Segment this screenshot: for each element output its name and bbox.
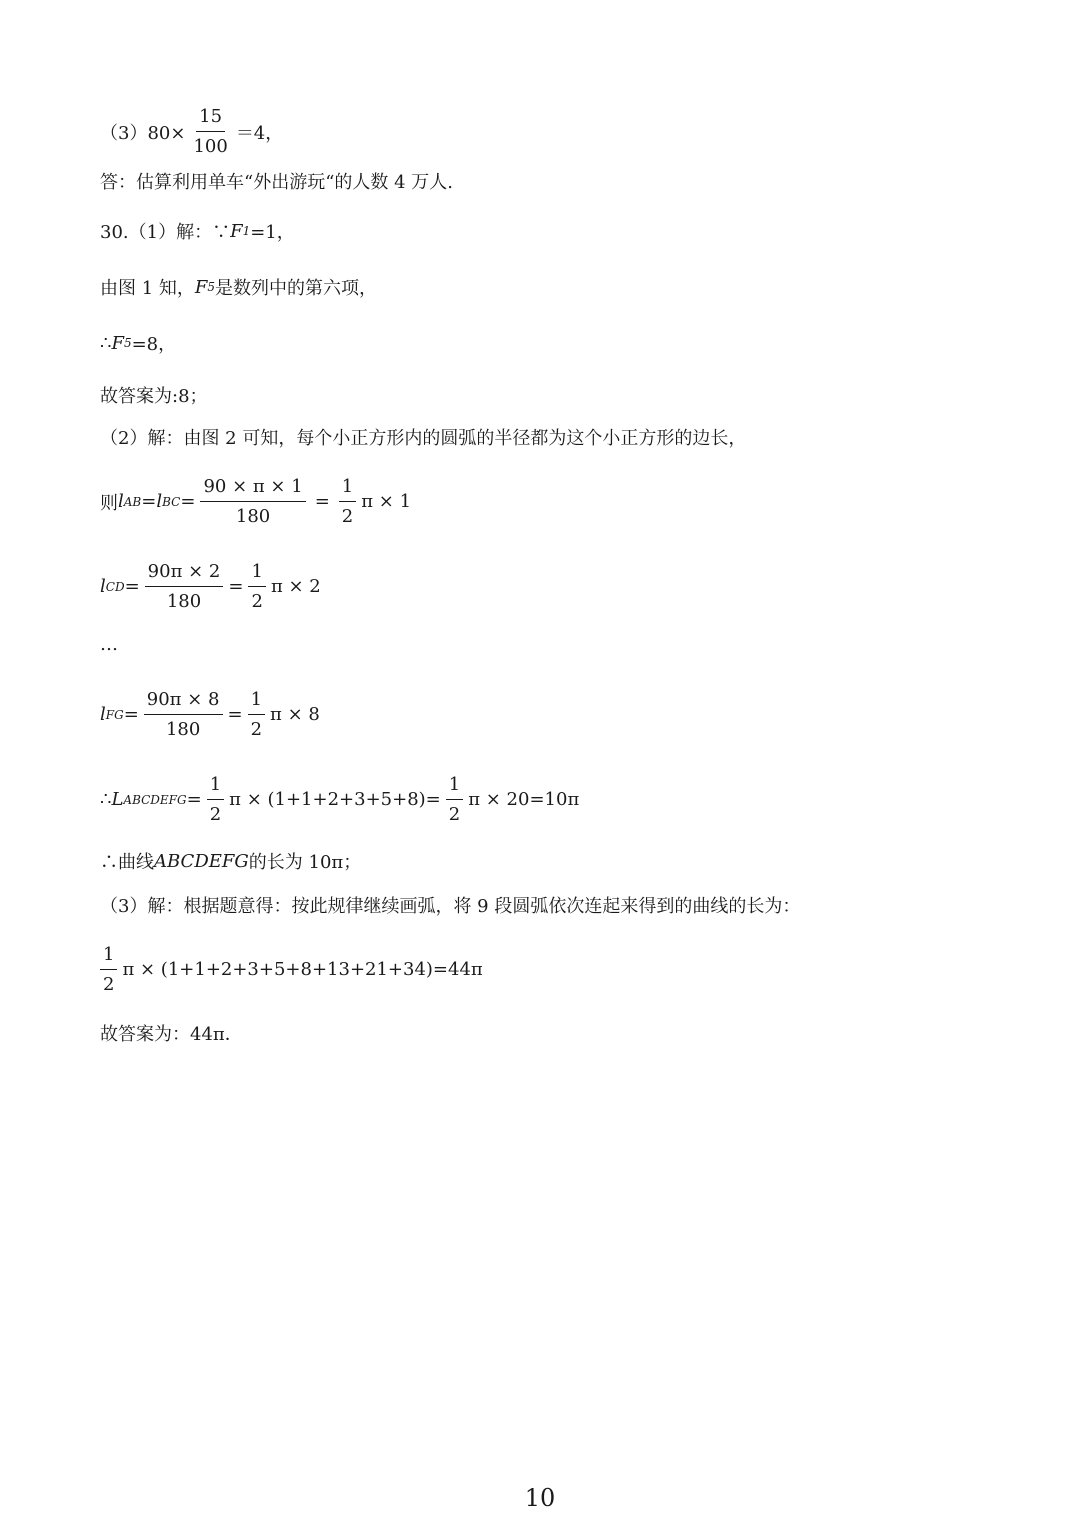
f5-result: ∴ F 5 =8， (100, 332, 177, 355)
answer-part1: 故答案为:8； (100, 386, 208, 407)
fraction-half: $\frac{1}{2}$ (100, 942, 117, 997)
nine-arcs-formula: $\frac{1}{2}$ π × (1+1+2+3+5+8+13+21+34)=44π (100, 942, 483, 997)
fraction-90pi2-180: $\frac{90\pi \times 2}{180}$ (145, 559, 224, 614)
arc-fg-formula: l FG = $\frac{90\pi \times 8}{180}$ = $\frac{1}{2}$ π × 8 (100, 689, 320, 740)
final-answer: 故答案为：44π． (100, 1024, 243, 1045)
answer-line: 答：估算利用单车“外出游玩“的人数 4 万人. (100, 172, 454, 193)
fraction-half: $\frac{1}{2}$ (339, 474, 356, 529)
fraction-half: $\frac{1}{2}$ (248, 687, 265, 742)
total-length-formula: ∴ L ABCDEFG = $\frac{1}{2}$ π × (1+1+2+3+5+8)= $\frac{1}{2}$ π × 20=10π (100, 774, 580, 825)
fraction-90pi8-180: $\frac{90\pi \times 8}{180}$ (144, 687, 223, 742)
fraction-15-100: $\frac{15}{100}$ (193, 106, 228, 157)
page-number: 10 (524, 1484, 556, 1512)
fraction-half: $\frac{1}{2}$ (446, 772, 463, 827)
arc-ab-bc-formula: 则 l AB = l BC = $\frac{90 \times \pi \times 1}{180}$ = $\frac{1}{2}$ π × 1 (100, 476, 412, 527)
line-3-calc (100, 104, 283, 159)
arc-cd-formula: l CD = $\frac{90\pi \times 2}{180}$ = $\frac{1}{2}$ π × 2 (100, 561, 321, 612)
fraction-half: $\frac{1}{2}$ (207, 772, 224, 827)
curve-length-line: ∴曲线 ABCDEFG 的长为 10π； (100, 850, 362, 873)
ellipsis: … (100, 634, 118, 655)
q30-part3: （3）解：根据题意得：按此规律继续画弧，将 9 段圆弧依次连起来得到的曲线的长为： (100, 896, 801, 917)
l1-prefix: （3）80× (100, 122, 186, 144)
figure1-line: 由图 1 知， F 5 是数列中的第六项， (100, 276, 378, 299)
q30-part1: 30.（1）解：∵ F 1 =1， (100, 220, 295, 243)
l1-suffix: ＝4， (235, 122, 284, 144)
q30-part2: （2）解：由图 2 可知，每个小正方形内的圆弧的半径都为这个小正方形的边长， (100, 428, 747, 449)
fraction-90pi-180: $\frac{90 \times \pi \times 1}{180}$ (200, 474, 305, 529)
fraction-half: $\frac{1}{2}$ (248, 559, 265, 614)
